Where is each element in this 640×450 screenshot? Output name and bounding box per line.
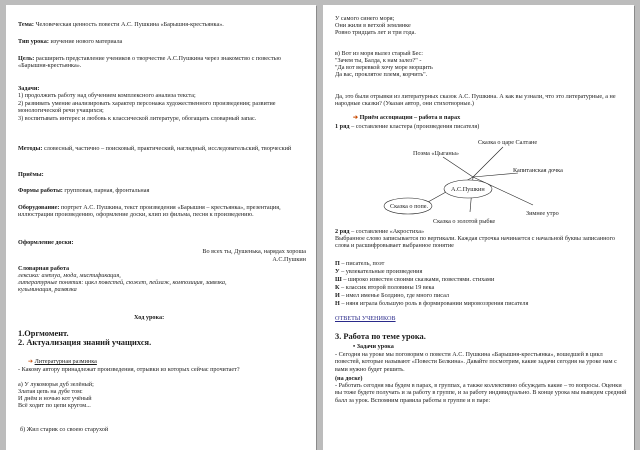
epigraph-line: Во всех ты, Душенька, нарядах хороша: [202, 248, 306, 255]
cluster-link-captain: [473, 173, 518, 177]
vocabulary-concepts: литературные понятия: цикл повестей, сюжет, пейзаж, композиция, завязка,: [18, 279, 227, 286]
warmup-question: - Какому автору принадлежат произведения, отрывки из которых сейчас прочитает?: [18, 366, 240, 373]
document-page-right: [323, 5, 634, 450]
methods-paragraph: Методы: словесный, частично – поисковый, практический, наглядный, исследовательский, творческий: [18, 145, 292, 152]
excerpt-b-line: У самого синего моря;: [335, 15, 395, 22]
excerpt-a-line: Златая цепь на дубе том:: [18, 388, 83, 395]
warmup-heading: ➔ Литературная разминка: [28, 358, 97, 365]
row2-task: 2 ряд – составление «Акростиха»: [335, 228, 425, 235]
cluster-link-gypsies: [443, 157, 473, 177]
excerpt-c-line: "Да вот веревкой хочу море морщить: [335, 64, 433, 71]
excerpt-b-heading: б) Жил старик со своею старухой: [20, 426, 109, 433]
task-1: 1) продолжить работу над обучением комплексного анализа текста;: [18, 92, 196, 99]
bullet-arrow-icon: ➔: [28, 359, 34, 365]
cluster-fish-label: Сказка о золотой рыбке: [433, 218, 496, 225]
cluster-priest-label: Сказка о попе.: [390, 203, 429, 210]
vocabulary-heading: Словарная работа: [18, 265, 70, 272]
vocabulary-lexis: лексика: амплуа, мода, мистификация,: [18, 272, 121, 279]
board-heading: Оформление доски:: [18, 239, 74, 246]
cluster-gypsies-label: Поэма «Цыганы»: [413, 150, 459, 157]
excerpt-a-line: И днём и ночью кот учёный: [18, 395, 92, 402]
acrostic-description: Выбранное слово записывается по вертикали. Каждая строчка начинается с начальной буквы записанного слова и расшифровывает выбранное понятие: [335, 235, 616, 250]
excerpt-c-line: "Зачем ты, Балда, к нам залез?" -: [335, 57, 422, 64]
work-forms-line: Формы работы: групповая, парная, фронтальная: [18, 187, 150, 194]
equipment-paragraph: Оборудование: портрет А.С. Пушкина, текст произведения «Барышня – крестьянка», презентация, иллюстрации произведению, оформление доски, клип из фильма, песня к произведению.: [18, 204, 281, 219]
fairy-tale-question: Да, это были отрывки из литературных сказок А.С. Пушкина. А как вы узнали, что это литературные, а не народные сказки? (Указан автор, они стихотворные.): [335, 93, 616, 108]
acrostic-line: Ш – широко известен своими сказками, повестями. стихами: [335, 276, 495, 283]
acrostic-line: У – увлекательные произведения: [335, 268, 423, 275]
task-3: 3) воспитывать интерес и любовь к классической литературе, обогащать словарный запас.: [18, 115, 257, 122]
excerpt-b-line: Ровно тридцать лет и три года.: [335, 29, 416, 36]
task-2: 2) развивать умение анализировать характер персонажа художественного произведения; развитие монологической речи учащихся;: [18, 100, 276, 115]
lesson-tasks-heading: • Задачи урока: [353, 343, 394, 350]
lesson-type-line: Тип урока: изучение нового материала: [18, 38, 123, 45]
group-work-paragraph: - Работать сегодня мы будем в парах, в группах, а также коллективно обсуждать какие – то вопросы. Оценки вы тоже будете получать и за работу в группе, и за работу индивидуально. В конце урока мы выведем средний балл за урок. Вспомним правила работы в группе и в паре:: [335, 382, 627, 404]
cluster-center-label: А.С.Пушкин: [451, 186, 485, 193]
cluster-diagram: [323, 5, 634, 235]
bullet-dot-icon: •: [353, 343, 356, 350]
work-topic-heading: 3. Работа по теме урока.: [335, 332, 426, 341]
goal-paragraph: Цель: расширить представление учеников о творчестве А.С.Пушкина через знакомство с повестью «Барышня-крестьянка».: [18, 55, 282, 70]
vocabulary-concepts-cont: кульминация, развязка: [18, 286, 77, 293]
techniques-heading: Приёмы:: [18, 171, 44, 178]
tasks-heading: Задачи:: [18, 85, 40, 92]
org-moment-heading: 1.Оргмомент.: [18, 329, 69, 338]
acrostic-line: Н – няня играла большую роль в формировании мировоззрения писателя: [335, 300, 529, 307]
epigraph-author: А.С.Пушкин: [272, 256, 306, 263]
cluster-shot-label: Зимнее утро: [526, 210, 559, 217]
document-page-left: [6, 5, 316, 450]
lesson-tasks-paragraph: - Сегодня на уроке мы поговорим о повести А.С. Пушкина «Барышня-крестьянка», вошедшей в цикл повестей, которые называют «Повести Белкина». Давайте посмотрим, какие задачи сегодня на уроке нам с вами нужно будет решить.: [335, 351, 617, 373]
topic-line: Тема: Человеческая ценность повести А.С. Пушкина «Барышня-крестьянка».: [18, 21, 224, 28]
row1-task: 1 ряд – составление кластера (произведения писателя): [335, 123, 480, 130]
excerpt-b-line: Они жили в ветхой землянке: [335, 22, 411, 29]
acrostic-line: И – имел именье Болдино, где много писал: [335, 292, 449, 299]
cluster-link-tsar: [473, 147, 503, 177]
excerpt-c-line: в) Вот из моря вылез старый Бес:: [335, 50, 423, 57]
excerpt-c-line: Да вас, проклятое племя, корчить".: [335, 71, 428, 78]
board-note: (на доске): [335, 375, 363, 382]
cluster-captain-label: Капитанская дочка: [513, 167, 563, 174]
excerpt-a-line: Всё ходит по цепи кругом...: [18, 402, 91, 409]
lesson-course-heading: Ход урока:: [134, 314, 165, 321]
student-answers-link[interactable]: ОТВЕТЫ УЧЕНИКОВ: [335, 315, 396, 322]
acrostic-line: П – писатель, поэт: [335, 260, 385, 267]
associations-heading: ➔ Приём ассоциации – работа в парах: [353, 114, 461, 121]
excerpt-a-line: а) У лукоморья дуб зелёный;: [18, 381, 94, 388]
acrostic-line: К – классик второй половины 19 века: [335, 284, 435, 291]
bullet-arrow-icon: ➔: [353, 115, 359, 121]
cluster-tsar-label: Сказка о царе Салтане: [478, 139, 538, 146]
actualization-heading: 2. Актуализация знаний учащихся.: [18, 338, 152, 347]
